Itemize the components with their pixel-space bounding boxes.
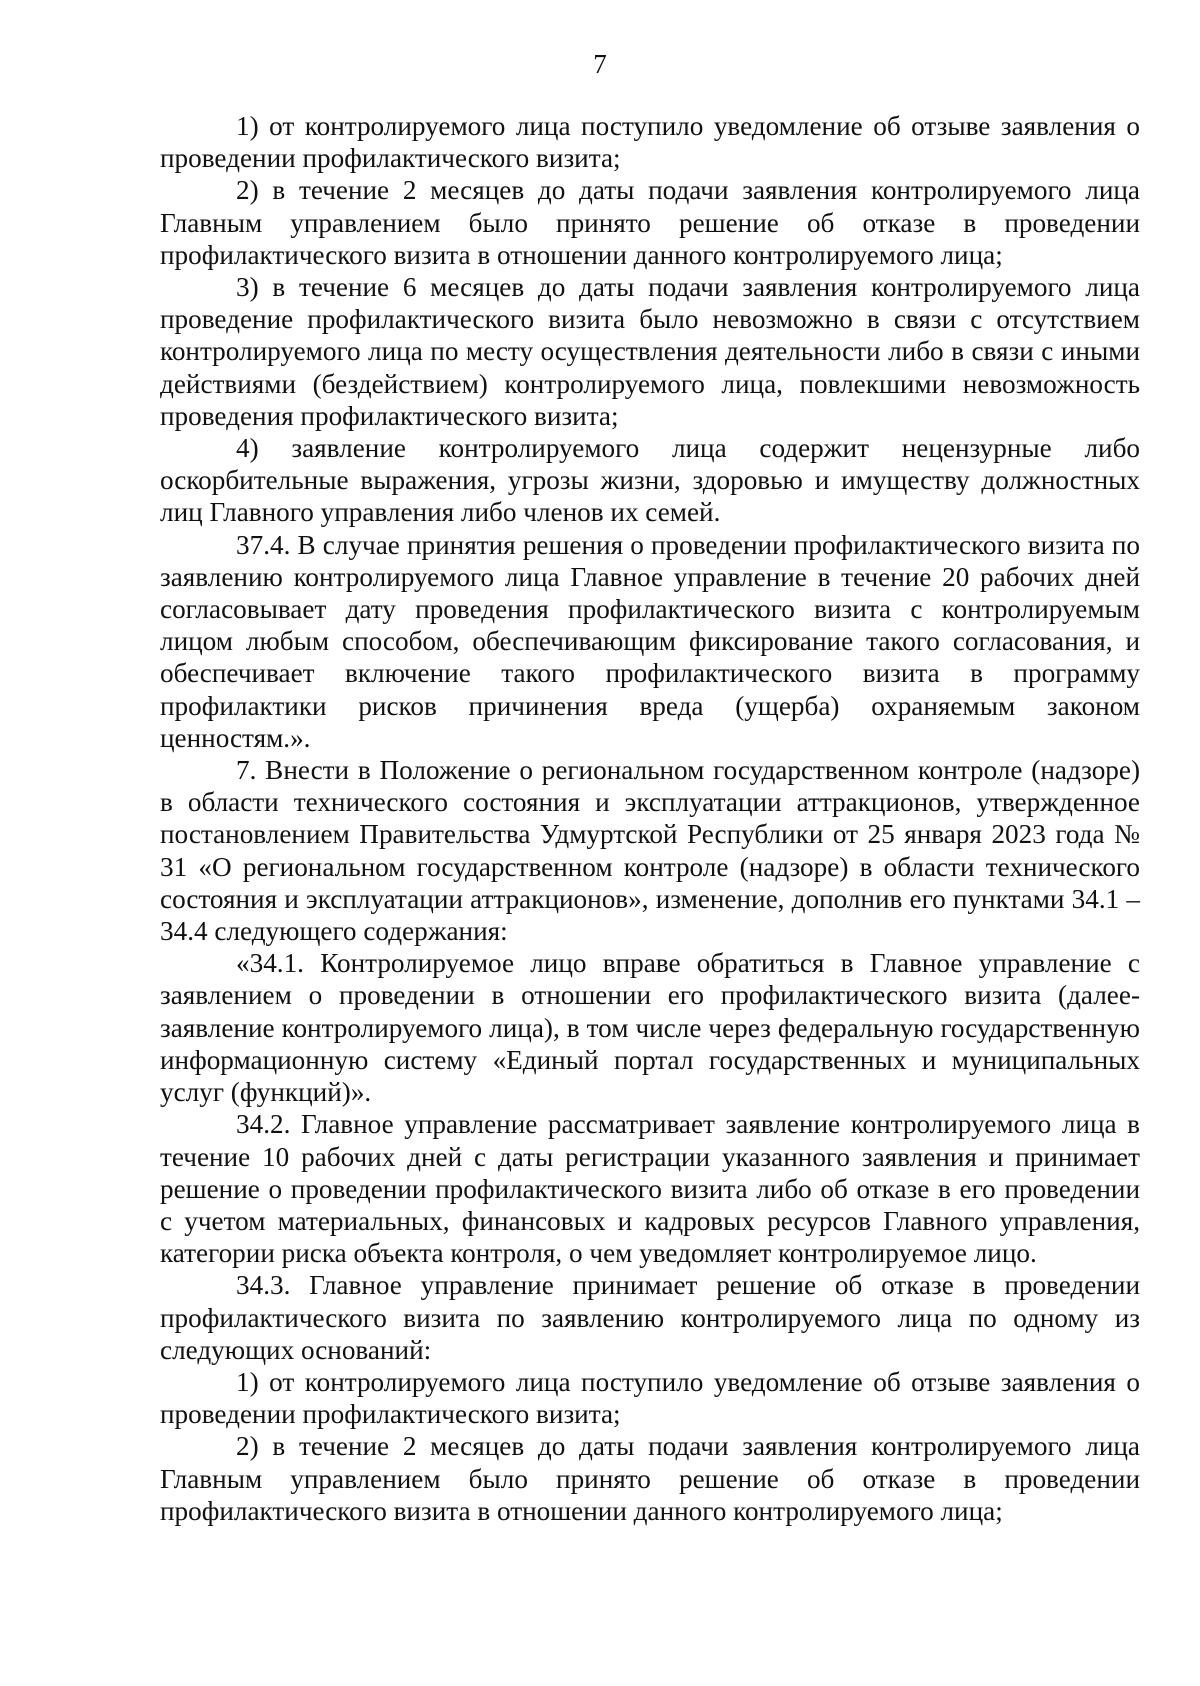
paragraph-2: 2) в течение 2 месяцев до даты подачи заявления контролируемого лица Главным управлением было принято решение об отказе в проведении профилактического визита в отношении данного контролируемого лица; xyxy=(160,175,1140,270)
paragraph-3: 3) в течение 6 месяцев до даты подачи заявления контролируемого лица проведение профилактического визита было невозможно в связи с отсутствием контролируемого лица по месту осуществления деятельности либо в связи с иными действиями (бездействием) контролируемого лица, повлекшими невозможность проведения профилактического визита; xyxy=(160,272,1140,431)
paragraph-7: «34.1. Контролируемое лицо вправе обратиться в Главное управление с заявлением о проведении в отношении его профилактического визита (далее- заявление контролируемого лица), в том числе через федеральную государственную информационную систему «Единый портал государственных и муниципальных услуг (функций)». xyxy=(160,948,1140,1108)
paragraph-9: 34.3. Главное управление принимает решение об отказе в проведении профилактического визита по заявлению контролируемого лица по одному из следующих оснований: xyxy=(160,1270,1140,1365)
paragraph-8: 34.2. Главное управление рассматривает заявление контролируемого лица в течение 10 рабочих дней с даты регистрации указанного заявления и принимает решение о проведении профилактического визита либо об отказе в его проведении с учетом материальных, финансовых и кадровых ресурсов Главного управления, категории риска объекта контроля, о чем уведомляет контролируемое лицо. xyxy=(160,1109,1140,1269)
page-number: 7 xyxy=(593,49,607,79)
paragraph-5: 37.4. В случае принятия решения о проведении профилактического визита по заявлению контролируемого лица Главное управление в течение 20 рабочих дней согласовывает дату проведения профилактического визита с контролируемым лицом любым способом, обеспечивающим фиксирование такого согласования, и обеспечивает включение такого профилактического визита в программу профилактики рисков причинения вреда (ущерба) охраняемым законом ценностям.». xyxy=(160,529,1140,753)
paragraph-4: 4) заявление контролируемого лица содержит нецензурные либо оскорбительные выражения, угрозы жизни, здоровью и имуществу должностных лиц Главного управления либо членов их семей. xyxy=(160,433,1140,528)
paragraph-6: 7. Внести в Положение о региональном государственном контроле (надзоре) в области технического состояния и эксплуатации аттракционов, утвержденное постановлением Правительства Удмуртской Республики от 25 января 2023 года № 31 «О региональном государственном контроле (надзоре) в области технического состояния и эксплуатации аттракционов», изменение, дополнив его пунктами 34.1 – 34.4 следующего содержания: xyxy=(160,755,1140,947)
paragraph-10: 1) от контролируемого лица поступило уведомление об отзыве заявления о проведении профилактического визита; xyxy=(160,1366,1140,1430)
paragraph-1: 1) от контролируемого лица поступило уведомление об отзыве заявления о проведении профилактического визита; xyxy=(160,111,1140,174)
document-body xyxy=(160,110,1140,1527)
paragraph-11: 2) в течение 2 месяцев до даты подачи заявления контролируемого лица Главным управлением было принято решение об отказе в проведении профилактического визита в отношении данного контролируемого лица; xyxy=(160,1431,1140,1526)
